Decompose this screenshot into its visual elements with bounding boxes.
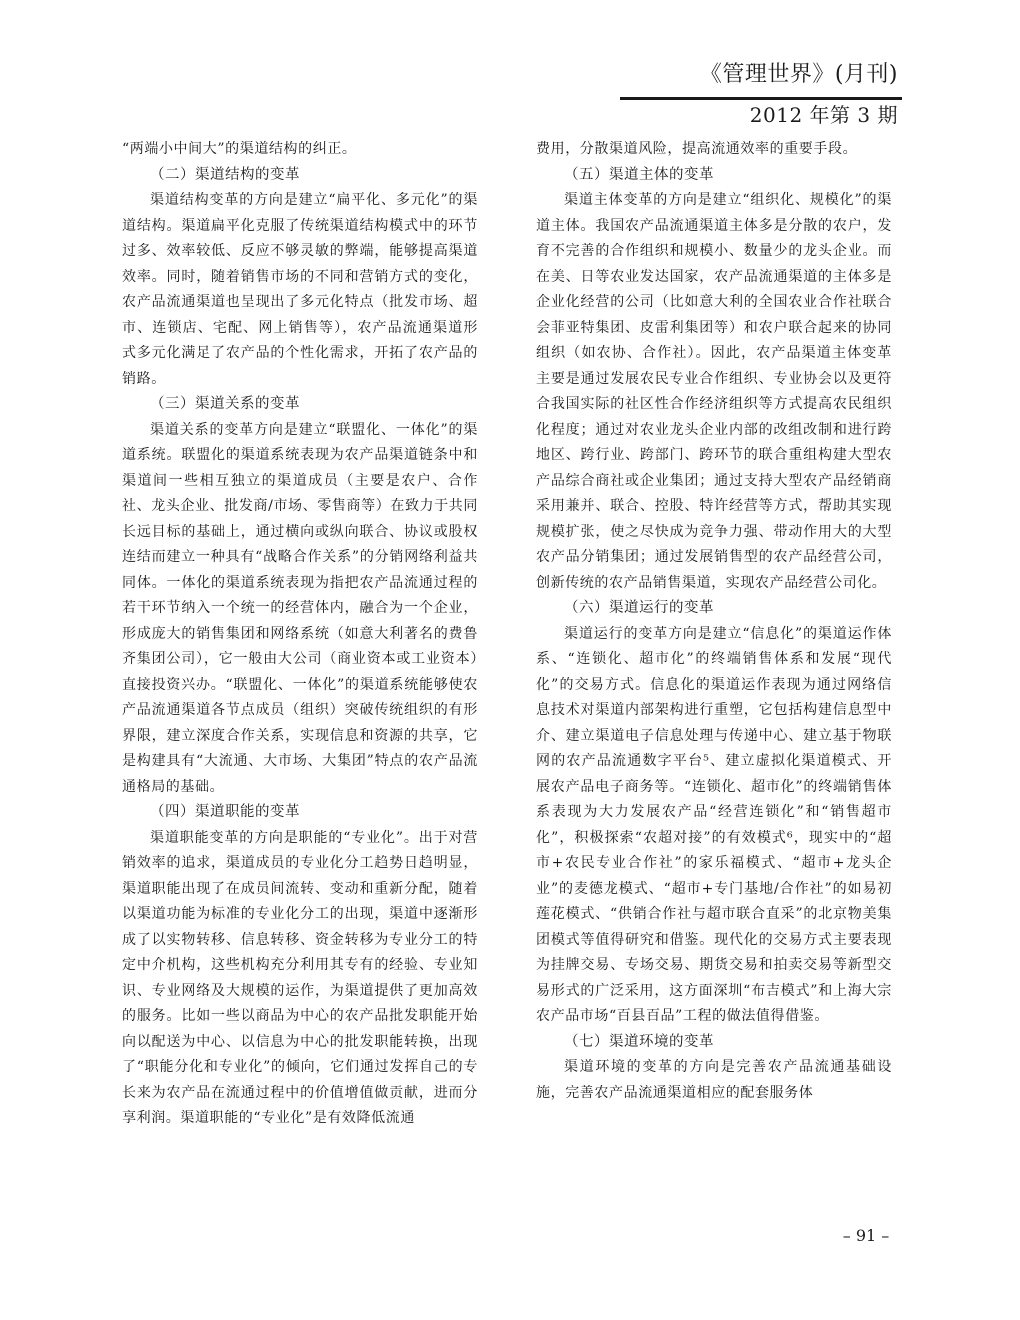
journal-title: 《管理世界》(月刊) (699, 62, 898, 87)
section-heading: （二）渠道结构的变革 (150, 166, 300, 183)
right-column (536, 137, 892, 1106)
section-heading: （六）渠道运行的变革 (564, 600, 714, 616)
paragraph: 渠道主体变革的方向是建立“组织化、规模化”的渠道主体。我国农产品流通渠道主体多是分散的农户，发育不完善的合作组织和规模小、数量少的龙头企业。而在美、日等农业发达国家，农产品流通渠道的主体多是企业化经营的公司（比如意大利的全国农业合作社联合会菲亚特集团、皮雷利集团等）和农户联合起来的协同组织（如农协、合作社）。因此，农产品渠道主体变革主要是通过发展农民专业合作组织、专业协会以及更符合我国实际的社区性合作经济组织等方式提高农民组织化程度；通过对农业龙头企业内部的改组改制和进行跨地区、跨行业、跨部门、跨环节的联合重组构建大型农产品综合商社或企业集团；通过支持大型农产品经销商采用兼并、联合、控股、特许经营等方式，帮助其实现规模扩张，使之尽快成为竞争力强、带动作用大的大型农产品分销集团；通过发展销售型的农产品经营公司，创新传统的农产品销售渠道，实现农产品经营公司化。 (536, 192, 892, 591)
section-heading: （三）渠道关系的变革 (150, 396, 300, 412)
section-heading: （七）渠道环境的变革 (564, 1033, 714, 1050)
left-column (122, 137, 478, 1132)
issue-label: 2012 年第 3 期 (749, 103, 898, 127)
paragraph: 渠道关系的变革方向是建立“联盟化、一体化”的渠道系统。联盟化的渠道系统表现为农产品渠道链条中和渠道间一些相互独立的渠道成员（主要是农户、合作社、龙头企业、批发商/市场、零售商等）在致力于共同长远目标的基础上，通过横向或纵向联合、协议或股权连结而建立一种具有“战略合作关系”的分销网络利益共同体。一体化的渠道系统表现为指把农产品流通过程的若干环节纳入一个统一的经营体内，融合为一个企业，形成庞大的销售集团和网络系统（如意大利著名的费鲁齐集团公司），它一般由大公司（商业资本或工业资本）直接投资兴办。“联盟化、一体化”的渠道系统能够使农产品流通渠道各节点成员（组织）突破传统组织的有形界限，建立深度合作关系，实现信息和资源的共享，它是构建具有“大流通、大市场、大集团”特点的农产品流通格局的基础。 (122, 421, 478, 795)
page-number: – 91 – (842, 1226, 890, 1245)
paragraph: 渠道环境的变革的方向是完善农产品流通基础设施，完善农产品流通渠道相应的配套服务体 (536, 1059, 892, 1101)
paragraph: “两端小中间大”的渠道结构的纠正。 (122, 141, 357, 157)
paragraph: 渠道职能变革的方向是职能的“专业化”。出于对营销效率的追求，渠道成员的专业化分工趋势日趋明显，渠道职能出现了在成员间流转、变动和重新分配，随着以渠道功能为标准的专业化分工的出现，渠道中逐渐形成了以实物转移、信息转移、资金转移为专业分工的特定中介机构，这些机构充分利用其专有的经验、专业知识、专业网络及大规模的运作，为渠道提供了更加高效的服务。比如一些以商品为中心的农产品批发职能开始向以配送为中心、以信息为中心的批发职能转换，出现了“职能分化和专业化”的倾向，它们通过发挥自己的专长来为农产品在流通过程中的价值增值做贡献，进而分享利润。渠道职能的“专业化”是有效降低流通 (122, 829, 478, 1126)
paragraph: 渠道结构变革的方向是建立“扁平化、多元化”的渠道结构。渠道扁平化克服了传统渠道结构模式中的环节过多、效率较低、反应不够灵敏的弊端，能够提高渠道效率。同时，随着销售市场的不同和营销方式的变化，农产品流通渠道也呈现出了多元化特点（批发市场、超市、连锁店、宅配、网上销售等），农产品流通渠道形式多元化满足了农产品的个性化需求，开拓了农产品的销路。 (122, 192, 478, 387)
section-heading: （五）渠道主体的变革 (564, 166, 714, 183)
paragraph: 费用，分散渠道风险，提高流通效率的重要手段。 (536, 141, 858, 157)
section-heading: （四）渠道职能的变革 (150, 804, 300, 820)
paragraph: 渠道运行的变革方向是建立“信息化”的渠道运作体系、“连锁化、超市化”的终端销售体系和发展“现代化”的交易方式。信息化的渠道运作表现为通过网络信息技术对渠道内部架构进行重塑，它包括构建信息型中介、建立渠道电子信息处理与传递中心、建立基于物联网的农产品流通数字平台⁵、建立虚拟化渠道模式、开展农产品电子商务等。“连锁化、超市化”的终端销售体系表现为大力发展农产品“经营连锁化”和“销售超市化”，积极探索“农超对接”的有效模式⁶，现实中的“超市+农民专业合作社”的家乐福模式、“超市+龙头企业”的麦德龙模式、“超市+专门基地/合作社”的如易初莲花模式、“供销合作社与超市联合直采”的北京物美集团模式等值得研究和借鉴。现代化的交易方式主要表现为挂牌交易、专场交易、期货交易和拍卖交易等新型交易形式的广泛采用，这方面深圳“布吉模式”和上海大宗农产品市场“百县百品”工程的做法值得借鉴。 (536, 625, 892, 1024)
